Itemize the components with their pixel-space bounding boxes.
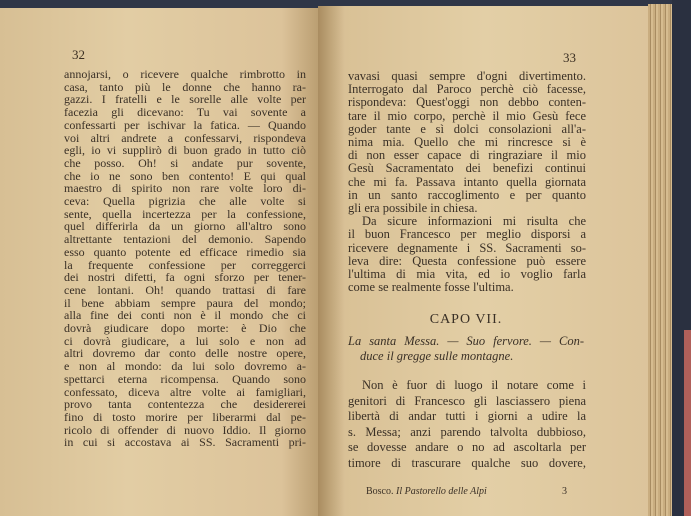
text-line: timore di trascurare qualche suo dovere,: [348, 455, 586, 470]
text-line: ci dovrà giudicare, a lui solo e non ad: [64, 333, 306, 348]
text-line: la frequente confessione per correggerci: [64, 257, 306, 272]
text-line: nima mia. Quello che mi rincresce si è: [348, 135, 586, 150]
text-line: come se realmente fosse l'ultima.: [348, 280, 514, 295]
text-line: voi altri andrete a confessarvi, rispondeva: [64, 130, 306, 145]
text-line: se dovesse andare o no ad ascoltarla per: [348, 440, 586, 454]
text-line: maestro di spirito non rare volte loro di-: [64, 181, 306, 196]
chapter-paragraph: [348, 378, 586, 471]
text-line: leva dire: Questa confessione può essere: [348, 253, 586, 268]
text-line: che posso. Oh! si andate pur sovente,: [64, 155, 306, 170]
text-line: di non esser capace di ringraziare il mio: [348, 148, 586, 163]
text-line: esso quanto potente ed efficace rimedio sia: [64, 244, 306, 259]
text-line: genitori di Francesco gli lasciassero piena: [348, 393, 586, 408]
signature-mark: 3: [562, 486, 567, 497]
left-page-number: 32: [72, 47, 85, 62]
text-line: s. Messa; anzi parendo talvolta dubbioso,: [348, 424, 586, 439]
page-footer: [366, 486, 487, 497]
text-line: Gesù Sacramentato dei benefizi continui: [348, 161, 586, 176]
right-page-number: 33: [563, 50, 576, 65]
text-line: dovrà giudicare dopo morte: è Dio che: [64, 321, 306, 336]
text-line: il bene abbiam sempre paura del mondo;: [64, 295, 306, 310]
right-page-text: [348, 70, 586, 294]
text-line: Non è fuor di luogo il notare come i: [362, 378, 586, 392]
text-line: libertà di andar tutti i giorni a udire la: [348, 409, 586, 423]
chapter-heading: CAPO VII.: [429, 312, 503, 327]
text-line: casa, tanto più le donne che hanno ra-: [64, 79, 306, 94]
text-line: facezia gli dicevano: Tu vai sovente a: [64, 105, 306, 120]
text-line: il buon Francesco per meglio disporsi a: [348, 227, 586, 242]
text-line: rispondeva: Quest'oggi non debbo conten-: [348, 95, 586, 110]
text-line: confessarti per ischivar la fatica. — Quando: [64, 117, 306, 132]
text-line: l'ultima di mia vita, ed io voglio farla: [348, 267, 586, 282]
text-line: Da sicure informazioni mi risulta che: [362, 214, 586, 229]
text-line: gli era possibile in chiesa.: [348, 201, 478, 216]
text-line: fino di tosto morire per liberarmi dal pe-: [64, 409, 306, 424]
text-line: e non al mondo: da lui solo dovremo a-: [64, 359, 306, 374]
footer-author: Bosco.: [366, 486, 394, 497]
text-line: quel differirla da un giorno all'altro sono: [64, 219, 306, 234]
text-line: altri dovremo dar conto delle nostre opere,: [64, 346, 306, 361]
left-page-text: [64, 68, 306, 449]
text-line: ricevere degnamente i SS. Sacramenti so-: [348, 240, 586, 255]
subtitle-line: duce il gregge sulle montagne.: [360, 349, 514, 363]
text-line: ceva: Quella pigrizia che alle volte si: [64, 194, 306, 209]
text-line: ricolo di offender di nuovo Iddio. Il giorno: [64, 422, 306, 437]
text-line: egli, io vi supplirò di buon grado in tutto ciò: [64, 143, 306, 158]
text-line: alla fine dei conti non è il mondo che ci: [64, 308, 306, 323]
text-line: in un santo raccoglimento e per quanto: [348, 187, 586, 202]
text-line: che io ne sono ben contento! E qui qual: [64, 168, 306, 183]
text-line: annojarsi, o ricevere qualche rimbrotto in: [64, 67, 306, 81]
text-line: dei nostri difetti, fa ogni sforzo per tener-: [64, 270, 306, 285]
footer-title: Il Pastorello delle Alpi: [396, 486, 487, 497]
text-line: Interrogato dal Paroco perchè ciò facesse,: [348, 82, 586, 97]
text-line: vavasi quasi sempre d'ogni divertimento.: [348, 69, 586, 83]
text-line: goder tante e sì dolci consolazioni all'a-: [348, 121, 586, 136]
page-edges: [648, 4, 672, 516]
text-line: confessato, diceva altre volte ai famigliari,: [64, 384, 306, 399]
text-line: in cui si accostava ai SS. Sacramenti pri-: [64, 435, 306, 450]
text-line: che mi fa. Passava intanto quella giornata: [348, 174, 586, 189]
text-line: gazzi. I fratelli e le sorelle alle volte per: [64, 92, 306, 107]
text-line: spettarci eterna ricompensa. Quando sono: [64, 371, 306, 386]
text-line: provo tanta contentezza che desidererei: [64, 397, 306, 412]
subtitle-line: La santa Messa. — Suo fervore. — Con-: [348, 334, 584, 348]
chapter-subtitle: [348, 334, 584, 364]
text-line: tare il mio corpo, perchè il mio Gesù fece: [348, 108, 586, 123]
text-line: altrettante tentazioni del demonio. Sapendo: [64, 232, 306, 247]
text-line: sente, quella incertezza per la confessione,: [64, 206, 306, 221]
background-object: [684, 330, 691, 516]
text-line: cene lontani. Oh! quando trattasi di fare: [64, 282, 306, 297]
